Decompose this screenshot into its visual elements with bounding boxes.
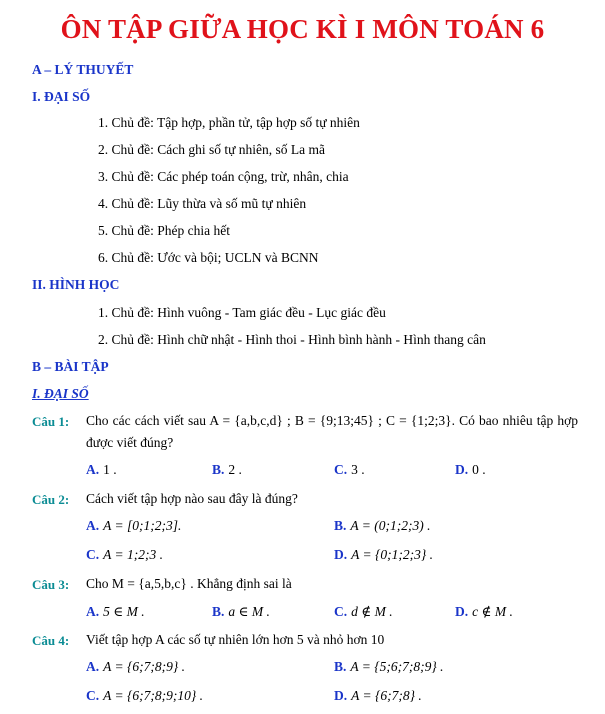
option-key: C. bbox=[334, 604, 348, 619]
option-key: C. bbox=[334, 462, 348, 477]
option-key: A. bbox=[86, 659, 100, 674]
section-a-heading: A – LÝ THUYẾT bbox=[32, 62, 134, 77]
answer-option bbox=[86, 518, 181, 534]
option-key: D. bbox=[455, 462, 469, 477]
option-key: A. bbox=[86, 604, 100, 619]
option-value: a ∈ M . bbox=[228, 604, 270, 619]
algebra-heading: I. ĐẠI SỐ bbox=[32, 89, 91, 104]
section-b-heading: B – BÀI TẬP bbox=[32, 359, 109, 374]
option-value: A = 1;2;3 . bbox=[103, 547, 163, 562]
answer-option bbox=[86, 547, 163, 563]
option-value: c ∉ M . bbox=[472, 604, 513, 619]
answer-option bbox=[455, 604, 513, 620]
option-key: C. bbox=[86, 688, 100, 703]
question-text: Cách viết tập hợp nào sau đây là đúng? bbox=[86, 491, 298, 506]
document-title: ÔN TẬP GIỮA HỌC KÌ I MÔN TOÁN 6 bbox=[60, 14, 545, 44]
option-value: 1 . bbox=[103, 462, 117, 477]
answer-option bbox=[212, 604, 270, 620]
answer-option bbox=[86, 688, 203, 704]
option-key: C. bbox=[86, 547, 100, 562]
option-key: D. bbox=[334, 688, 348, 703]
option-key: D. bbox=[455, 604, 469, 619]
algebra-item: 1. Chủ đề: Tập hợp, phần tử, tập hợp số tự nhiên bbox=[98, 115, 360, 130]
answer-option bbox=[334, 547, 433, 563]
option-value: A = (0;1;2;3) . bbox=[350, 518, 431, 533]
option-value: A = [0;1;2;3]. bbox=[103, 518, 182, 533]
answer-option bbox=[334, 604, 393, 620]
answer-option bbox=[334, 659, 444, 675]
question-label: Câu 1: bbox=[32, 414, 70, 429]
option-value: 2 . bbox=[228, 462, 242, 477]
answer-option bbox=[334, 688, 422, 704]
option-key: A. bbox=[86, 518, 100, 533]
option-value: A = {6;7;8;9} . bbox=[103, 659, 186, 674]
answer-option bbox=[86, 462, 117, 478]
option-value: d ∉ M . bbox=[351, 604, 393, 619]
geometry-item: 1. Chủ đề: Hình vuông - Tam giác đều - Lục giác đều bbox=[98, 305, 386, 320]
question-label: Câu 2: bbox=[32, 492, 70, 507]
answer-option bbox=[86, 604, 145, 620]
option-key: D. bbox=[334, 547, 348, 562]
algebra-item: 3. Chủ đề: Các phép toán cộng, trừ, nhân, chia bbox=[98, 169, 349, 184]
algebra-item: 6. Chủ đề: Ước và bội; UCLN và BCNN bbox=[98, 250, 319, 265]
question-text: Cho M = {a,5,b,c} . Khẳng định sai là bbox=[86, 576, 292, 591]
algebra-item: 5. Chủ đề: Phép chia hết bbox=[98, 223, 230, 238]
option-value: A = {6;7;8} . bbox=[351, 688, 422, 703]
option-value: A = {5;6;7;8;9} . bbox=[350, 659, 444, 674]
answer-option bbox=[212, 462, 242, 478]
option-value: 0 . bbox=[472, 462, 486, 477]
option-key: B. bbox=[334, 518, 347, 533]
exercise-heading: I. ĐẠI SỐ bbox=[32, 386, 89, 401]
option-value: 5 ∈ M . bbox=[103, 604, 145, 619]
geometry-item: 2. Chủ đề: Hình chữ nhật - Hình thoi - Hình bình hành - Hình thang cân bbox=[98, 332, 486, 347]
question-label: Câu 3: bbox=[32, 577, 70, 592]
option-value: 3 . bbox=[351, 462, 365, 477]
option-key: B. bbox=[212, 462, 225, 477]
question-text: Viết tập hợp A các số tự nhiên lớn hơn 5 và nhỏ hơn 10 bbox=[86, 632, 385, 647]
question-label: Câu 4: bbox=[32, 633, 70, 648]
option-key: B. bbox=[212, 604, 225, 619]
answer-option bbox=[86, 659, 185, 675]
option-value: A = {0;1;2;3} . bbox=[351, 547, 434, 562]
option-key: B. bbox=[334, 659, 347, 674]
option-value: A = {6;7;8;9;10} . bbox=[103, 688, 204, 703]
algebra-item: 2. Chủ đề: Cách ghi số tự nhiên, số La mã bbox=[98, 142, 326, 157]
answer-option bbox=[334, 462, 365, 478]
algebra-item: 4. Chủ đề: Lũy thừa và số mũ tự nhiên bbox=[98, 196, 307, 211]
question-text: Cho các cách viết sau A = {a,b,c,d} ; B = {9;13;45} ; C = {1;2;3}. Có bao nhiêu tập hợp được viết đúng? bbox=[86, 413, 578, 450]
option-key: A. bbox=[86, 462, 100, 477]
geometry-heading: II. HÌNH HỌC bbox=[32, 277, 120, 292]
answer-option bbox=[455, 462, 486, 478]
answer-option bbox=[334, 518, 430, 534]
